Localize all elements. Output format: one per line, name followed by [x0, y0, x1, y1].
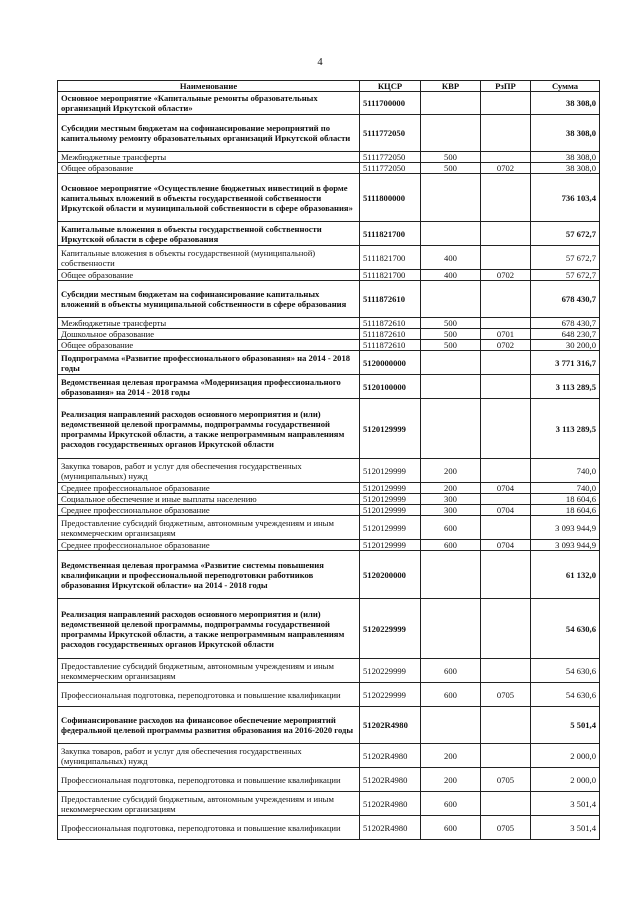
row-kvr: 300: [421, 494, 481, 505]
table-row: [58, 399, 600, 459]
row-name: Профессиональная подготовка, переподготовка и повышение квалификации: [58, 768, 360, 792]
row-sum: 54 630,6: [531, 599, 600, 659]
row-sum: 30 200,0: [531, 340, 600, 351]
row-kcsr: 5120229999: [360, 683, 421, 707]
row-name: Предоставление субсидий бюджетным, автономным учреждениям и иным некоммерческим организациям: [58, 516, 360, 540]
row-kcsr: 5111772050: [360, 163, 421, 174]
row-name: Предоставление субсидий бюджетным, автономным учреждениям и иным некоммерческим организациям: [58, 659, 360, 683]
row-kvr: 200: [421, 459, 481, 483]
row-kvr: 500: [421, 152, 481, 163]
budget-table: [57, 80, 600, 840]
row-rzpr: 0701: [481, 329, 531, 340]
table-row: [58, 270, 600, 281]
row-rzpr: [481, 174, 531, 222]
row-kcsr: 51202R4980: [360, 744, 421, 768]
row-kvr: 200: [421, 483, 481, 494]
row-sum: 5 501,4: [531, 707, 600, 744]
row-rzpr: [481, 115, 531, 152]
row-kvr: 600: [421, 816, 481, 840]
row-sum: 678 430,7: [531, 281, 600, 318]
row-kvr: [421, 115, 481, 152]
table-row: [58, 683, 600, 707]
row-sum: 57 672,7: [531, 246, 600, 270]
row-sum: 54 630,6: [531, 659, 600, 683]
row-sum: 57 672,7: [531, 270, 600, 281]
row-name: Подпрограмма «Развитие профессионального образования» на 2014 - 2018 годы: [58, 351, 360, 375]
row-rzpr: [481, 152, 531, 163]
table-row: [58, 351, 600, 375]
row-kvr: [421, 222, 481, 246]
row-kvr: 400: [421, 246, 481, 270]
row-rzpr: [481, 459, 531, 483]
row-kcsr: 5120129999: [360, 399, 421, 459]
row-kvr: 600: [421, 659, 481, 683]
row-name: Реализация направлений расходов основного мероприятия и (или) ведомственной целевой программы, подпрограммы государственной программы Иркутской области, а также непрограммным направлениям расходов государственных органов Иркутской области: [58, 399, 360, 459]
row-kcsr: 5111872610: [360, 340, 421, 351]
table-row: [58, 281, 600, 318]
table-row: [58, 318, 600, 329]
row-kcsr: 5120129999: [360, 483, 421, 494]
row-rzpr: [481, 375, 531, 399]
row-sum: 678 430,7: [531, 318, 600, 329]
row-kcsr: 5120100000: [360, 375, 421, 399]
table-row: [58, 505, 600, 516]
row-name: Основное мероприятие «Осуществление бюджетных инвестиций в форме капитальных вложений в объекты государственной собственности Иркутской области и муниципальной собственности в сфере образования»: [58, 174, 360, 222]
row-name: Реализация направлений расходов основного мероприятия и (или) ведомственной целевой программы, подпрограммы государственной программы Иркутской области, а также непрограммным направлениям расходов государственных органов Иркутской области: [58, 599, 360, 659]
row-sum: 648 230,7: [531, 329, 600, 340]
row-name: Ведомственная целевая программа «Модернизация профессионального образования» на 2014 - 2018 годы: [58, 375, 360, 399]
table-row: [58, 246, 600, 270]
page-number: 4: [317, 57, 323, 68]
row-name: Капитальные вложения в объекты государственной (муниципальной) собственности: [58, 246, 360, 270]
row-sum: 18 604,6: [531, 494, 600, 505]
row-rzpr: [481, 399, 531, 459]
row-kcsr: 5120000000: [360, 351, 421, 375]
row-kcsr: 5120229999: [360, 599, 421, 659]
row-rzpr: [481, 599, 531, 659]
row-rzpr: [481, 222, 531, 246]
row-name: Субсидии местным бюджетам на софинансирование капитальных вложений в объекты муниципальной собственности в сфере образования: [58, 281, 360, 318]
row-rzpr: [481, 246, 531, 270]
table-row: [58, 92, 600, 115]
row-kvr: 500: [421, 329, 481, 340]
row-rzpr: [481, 351, 531, 375]
table-row: [58, 222, 600, 246]
row-rzpr: 0705: [481, 768, 531, 792]
row-sum: 3 093 944,9: [531, 516, 600, 540]
row-name: Общее образование: [58, 340, 360, 351]
row-kvr: 600: [421, 683, 481, 707]
table-row: [58, 152, 600, 163]
table-row: [58, 329, 600, 340]
table-row: [58, 115, 600, 152]
row-kcsr: 5111821700: [360, 246, 421, 270]
row-kvr: [421, 551, 481, 599]
row-rzpr: 0704: [481, 505, 531, 516]
row-sum: 740,0: [531, 459, 600, 483]
row-rzpr: [481, 318, 531, 329]
row-sum: 3 093 944,9: [531, 540, 600, 551]
row-kvr: 500: [421, 163, 481, 174]
row-name: Профессиональная подготовка, переподготовка и повышение квалификации: [58, 816, 360, 840]
row-sum: 3 501,4: [531, 816, 600, 840]
table-row: [58, 494, 600, 505]
row-sum: 736 103,4: [531, 174, 600, 222]
row-sum: 2 000,0: [531, 744, 600, 768]
row-name: Ведомственная целевая программа «Развитие системы повышения квалификации и профессиональной переподготовки работников образования Иркутской области» на 2014 - 2018 годы: [58, 551, 360, 599]
row-sum: 3 113 289,5: [531, 399, 600, 459]
table-row: [58, 483, 600, 494]
row-kcsr: 5111872610: [360, 318, 421, 329]
row-rzpr: 0704: [481, 540, 531, 551]
table-row: [58, 816, 600, 840]
row-name: Межбюджетные трансферты: [58, 318, 360, 329]
table-row: [58, 540, 600, 551]
table-row: [58, 516, 600, 540]
table-row: [58, 744, 600, 768]
row-kcsr: 5111821700: [360, 270, 421, 281]
row-name: Социальное обеспечение и иные выплаты населению: [58, 494, 360, 505]
table-row: [58, 792, 600, 816]
row-kvr: [421, 351, 481, 375]
row-kvr: [421, 92, 481, 115]
row-sum: 38 308,0: [531, 163, 600, 174]
row-sum: 57 672,7: [531, 222, 600, 246]
row-kvr: [421, 281, 481, 318]
row-kcsr: 5111772050: [360, 115, 421, 152]
row-sum: 3 501,4: [531, 792, 600, 816]
row-sum: 3 771 316,7: [531, 351, 600, 375]
table-row: [58, 459, 600, 483]
table-row: [58, 174, 600, 222]
row-rzpr: 0702: [481, 163, 531, 174]
row-name: Софинансирование расходов на финансовое обеспечение мероприятий федеральной целевой программы развития образования на 2016-2020 годы: [58, 707, 360, 744]
row-name: Капитальные вложения в объекты государственной собственности Иркутской области в сфере образования: [58, 222, 360, 246]
row-name: Среднее профессиональное образование: [58, 540, 360, 551]
row-kcsr: 5111872610: [360, 281, 421, 318]
row-kvr: 600: [421, 516, 481, 540]
table-row: [58, 599, 600, 659]
row-kcsr: 51202R4980: [360, 816, 421, 840]
row-kvr: [421, 174, 481, 222]
row-rzpr: [481, 551, 531, 599]
table-row: [58, 551, 600, 599]
row-rzpr: 0702: [481, 340, 531, 351]
row-kcsr: 5111772050: [360, 152, 421, 163]
row-sum: 38 308,0: [531, 92, 600, 115]
row-name: Среднее профессиональное образование: [58, 505, 360, 516]
row-kvr: 600: [421, 792, 481, 816]
table-row: [58, 707, 600, 744]
row-rzpr: 0705: [481, 683, 531, 707]
row-kvr: [421, 707, 481, 744]
row-name: Основное мероприятие «Капитальные ремонты образовательных организаций Иркутской области»: [58, 92, 360, 115]
row-kvr: 600: [421, 540, 481, 551]
row-kvr: 200: [421, 744, 481, 768]
row-rzpr: [481, 659, 531, 683]
row-rzpr: [481, 744, 531, 768]
row-kcsr: 5111700000: [360, 92, 421, 115]
row-kcsr: 5120129999: [360, 505, 421, 516]
header-sum: Сумма: [531, 81, 600, 92]
row-rzpr: [481, 516, 531, 540]
row-kcsr: 5120229999: [360, 659, 421, 683]
row-kcsr: 5120129999: [360, 459, 421, 483]
row-rzpr: [481, 494, 531, 505]
row-name: Общее образование: [58, 163, 360, 174]
row-sum: 38 308,0: [531, 115, 600, 152]
row-rzpr: 0704: [481, 483, 531, 494]
row-name: Межбюджетные трансферты: [58, 152, 360, 163]
table-row: [58, 659, 600, 683]
row-rzpr: [481, 92, 531, 115]
table-row: [58, 375, 600, 399]
row-sum: 54 630,6: [531, 683, 600, 707]
row-kvr: [421, 399, 481, 459]
row-name: Предоставление субсидий бюджетным, автономным учреждениям и иным некоммерческим организациям: [58, 792, 360, 816]
row-sum: 740,0: [531, 483, 600, 494]
row-kcsr: 5111800000: [360, 174, 421, 222]
row-kcsr: 51202R4980: [360, 768, 421, 792]
row-kcsr: 5120200000: [360, 551, 421, 599]
row-sum: 61 132,0: [531, 551, 600, 599]
row-sum: 3 113 289,5: [531, 375, 600, 399]
row-kvr: 500: [421, 318, 481, 329]
header-kcsr: КЦСР: [360, 81, 421, 92]
row-sum: 2 000,0: [531, 768, 600, 792]
table-row: [58, 340, 600, 351]
row-name: Среднее профессиональное образование: [58, 483, 360, 494]
table-row: [58, 163, 600, 174]
row-name: Закупка товаров, работ и услуг для обеспечения государственных (муниципальных) нужд: [58, 744, 360, 768]
row-rzpr: [481, 792, 531, 816]
row-kcsr: 5120129999: [360, 516, 421, 540]
row-kcsr: 5120129999: [360, 540, 421, 551]
row-sum: 38 308,0: [531, 152, 600, 163]
row-kvr: 400: [421, 270, 481, 281]
row-name: Профессиональная подготовка, переподготовка и повышение квалификации: [58, 683, 360, 707]
row-kvr: [421, 375, 481, 399]
table-row: [58, 768, 600, 792]
row-sum: 18 604,6: [531, 505, 600, 516]
row-name: Дошкольное образование: [58, 329, 360, 340]
header-rzpr: РзПР: [481, 81, 531, 92]
row-kcsr: 51202R4980: [360, 707, 421, 744]
row-name: Субсидии местным бюджетам на софинансирование мероприятий по капитальному ремонту образовательных организаций Иркутской области: [58, 115, 360, 152]
row-rzpr: 0702: [481, 270, 531, 281]
row-name: Закупка товаров, работ и услуг для обеспечения государственных (муниципальных) нужд: [58, 459, 360, 483]
row-kvr: 500: [421, 340, 481, 351]
row-kcsr: 51202R4980: [360, 792, 421, 816]
row-kcsr: 5111821700: [360, 222, 421, 246]
row-kvr: [421, 599, 481, 659]
header-name: Наименование: [58, 81, 360, 92]
row-kvr: 200: [421, 768, 481, 792]
row-rzpr: [481, 281, 531, 318]
header-kvr: КВР: [421, 81, 481, 92]
row-kvr: 300: [421, 505, 481, 516]
row-name: Общее образование: [58, 270, 360, 281]
row-rzpr: [481, 707, 531, 744]
table-header-row: [58, 81, 600, 92]
row-kcsr: 5111872610: [360, 329, 421, 340]
row-kcsr: 5120129999: [360, 494, 421, 505]
row-rzpr: 0705: [481, 816, 531, 840]
